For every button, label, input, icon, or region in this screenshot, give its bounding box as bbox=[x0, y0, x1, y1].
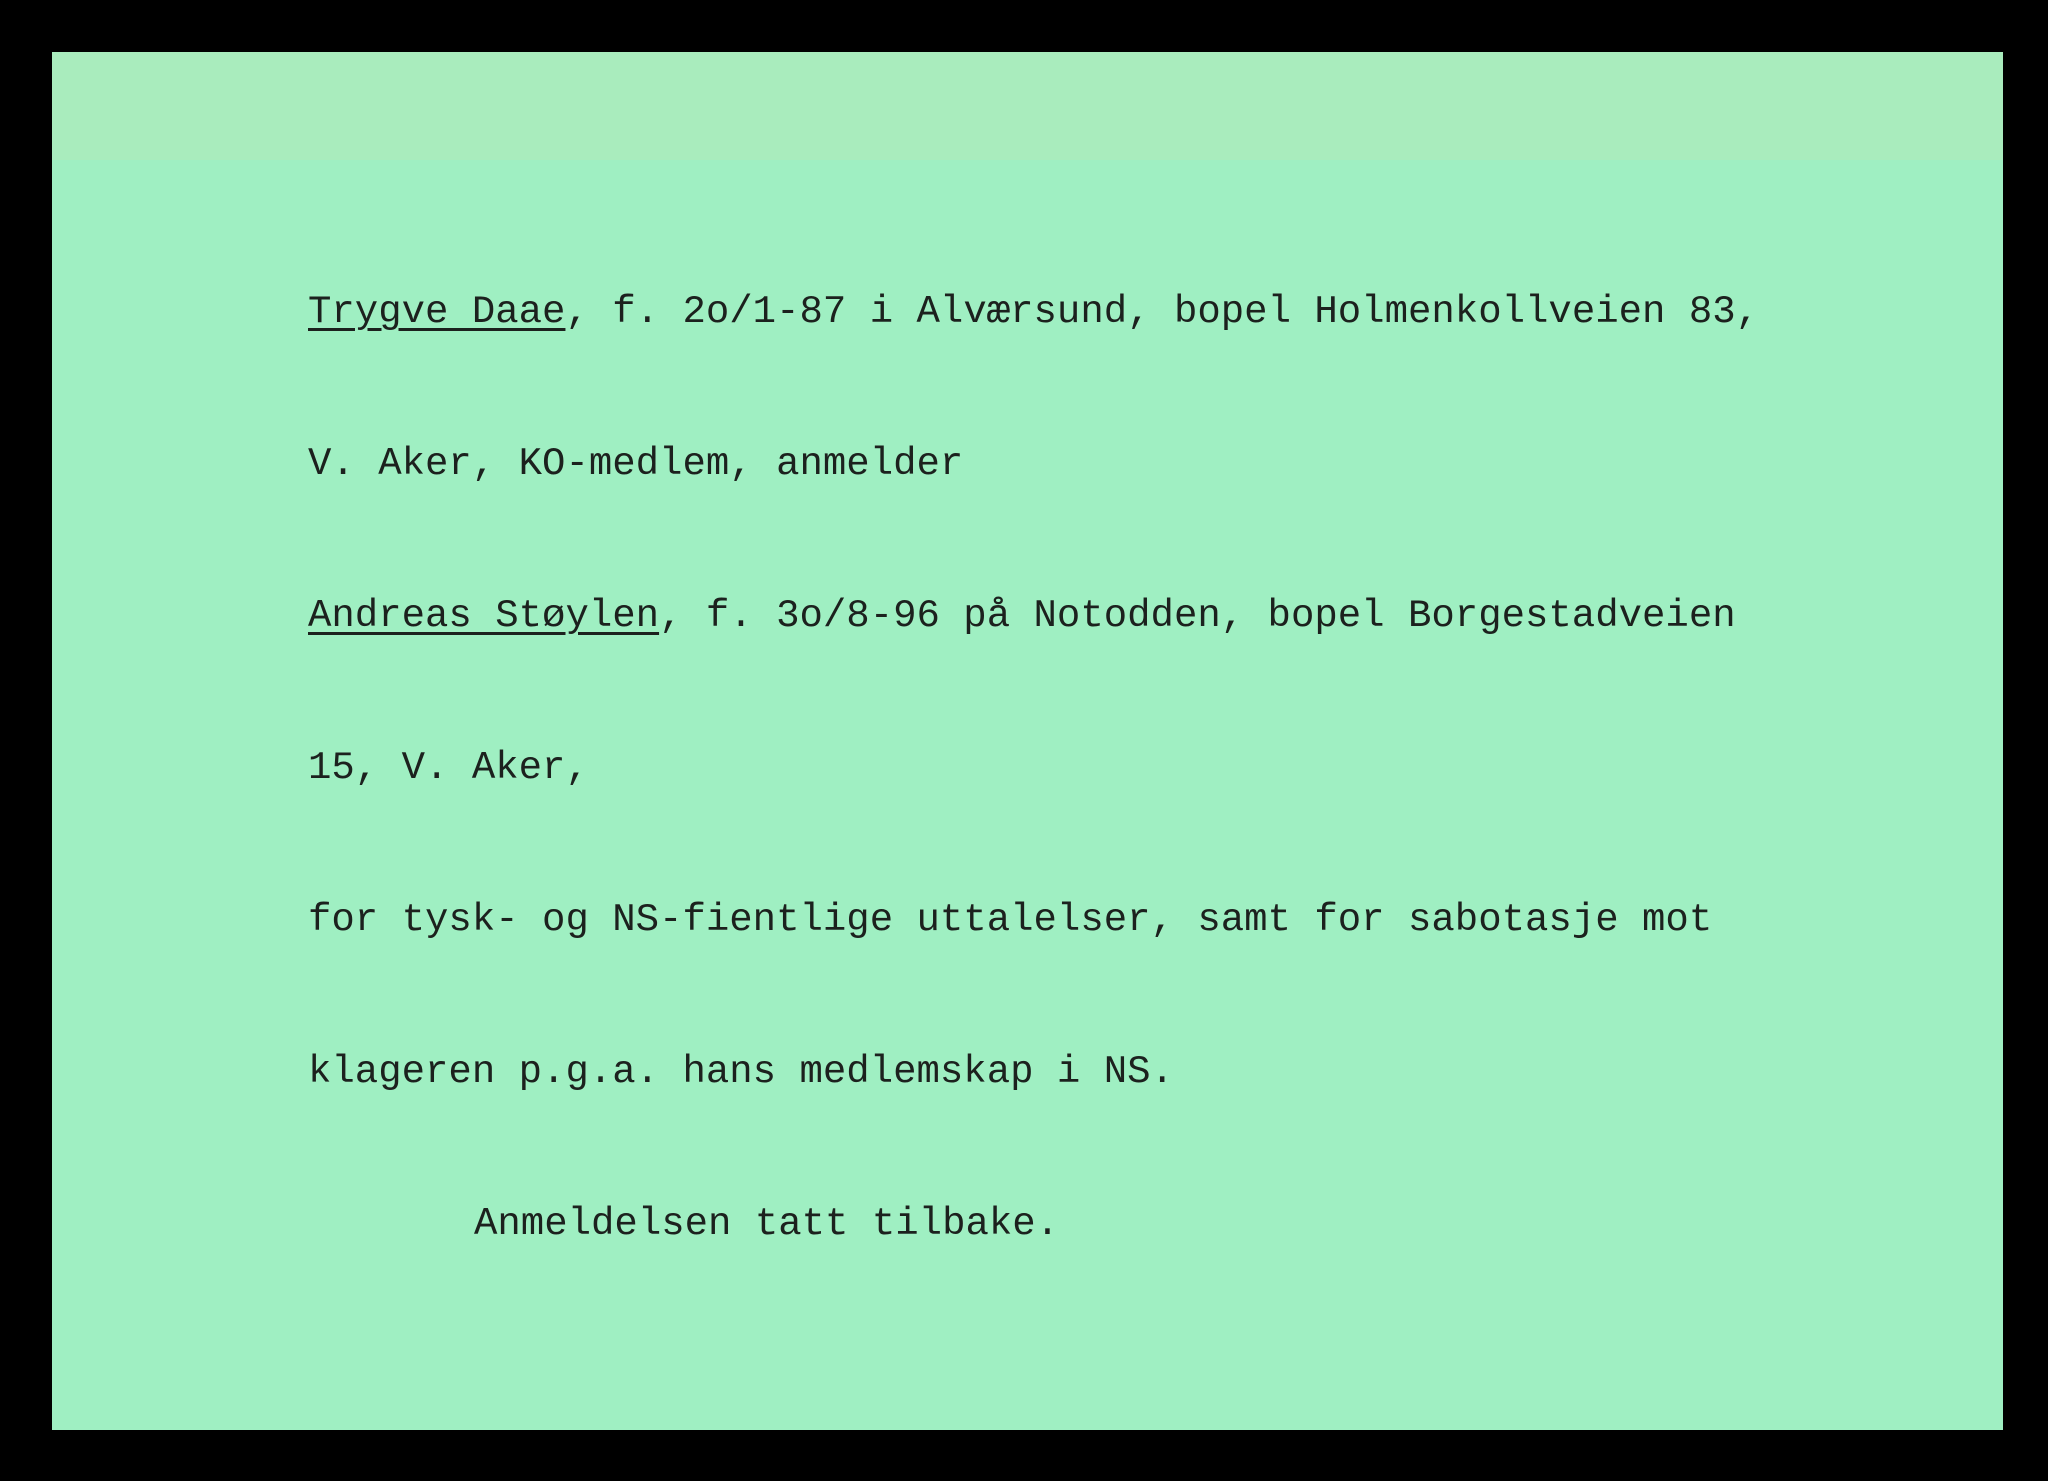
outcome-text: Anmeldelsen tatt tilbake. bbox=[474, 1202, 1060, 1246]
text-line bbox=[308, 432, 1759, 496]
charge-text: klageren p.g.a. hans medlemskap i NS. bbox=[308, 1050, 1174, 1094]
person-details: V. Aker, KO-medlem, anmelder bbox=[308, 442, 964, 486]
text-line bbox=[308, 736, 1759, 800]
person-details: 15, V. Aker, bbox=[308, 746, 589, 790]
charge-text: for tysk- og NS-fientlige uttalelser, samt for sabotasje mot bbox=[308, 898, 1713, 942]
person-name: Trygve Daae bbox=[308, 290, 566, 334]
text-line bbox=[308, 584, 1759, 648]
text-line bbox=[308, 888, 1759, 952]
card-top-band bbox=[52, 52, 2003, 160]
person-details: , f. 2o/1-87 i Alværsund, bopel Holmenkollveien 83, bbox=[565, 290, 1760, 334]
person-details: , f. 3o/8-96 på Notodden, bopel Borgestadveien bbox=[659, 594, 1736, 638]
text-line bbox=[308, 280, 1759, 344]
index-card bbox=[52, 52, 2003, 1430]
text-line bbox=[308, 1040, 1759, 1104]
typed-text-block bbox=[308, 192, 1759, 1344]
text-line bbox=[308, 1192, 1759, 1256]
person-name: Andreas Støylen bbox=[308, 594, 660, 638]
